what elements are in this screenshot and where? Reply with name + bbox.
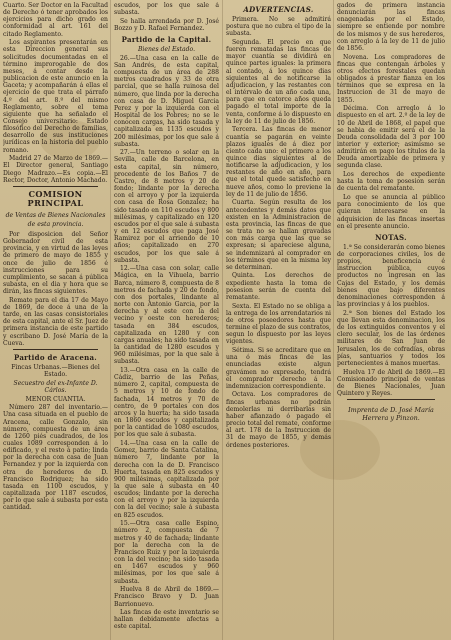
article-paragraph: Segunda. El precio en que fueren rematadas las fincas de mayor cuantía se dividirá en quince partes iguales: la primera al contado, á los quince dias siguientes al de notificarse la adjudicacion, y las restantes con el intérvalo de un año cada una, para que en catorce años queda pagado el total importe de la venta, conforme á lo dispuesto en la ley de 11 de julio de 1856. — [226, 38, 331, 125]
article-paragraph: Los derechos de expediente hasta la toma de posesion serán de cuenta del rematante. — [337, 171, 445, 193]
article-paragraph: Secuestro del ex-Infante D. Cárlos. — [13, 379, 98, 394]
article-paragraph: Tercera. Las fincas de menor cuantía se pagarán en veinte plazos iguales de á diez por ciento cada uno: el primero a los quince dias siguientes al de notificarse la adjudicacion, y los restantes de año en año, para que el total quede satisfecho en nueve años, como lo previene la ley de 11 de julio de 1856. — [226, 126, 331, 198]
column-divider — [222, 0, 223, 640]
article-paragraph: 2.ª Son bienes del Estado los que llevan esta denominacion, los de los extinguidos conventos y el clero secular, los de las órdenes militares de San Juan de Jerusalen, los de cofradías, obras pías, santuarios y todos los pertenecientes á manos muertas. — [337, 309, 445, 367]
column-divider — [333, 0, 334, 640]
article-paragraph: 13.—Otra casa en la calle de Cádiz, barrio de las Peñas, número 2, capital, compuesta de 5 metros y 10 de fondo de fachada, 14 metros y 70 de centro, de 9 portales con dos arcos y la huerta; ha sido tasada en 1860 escudos y capitalizada por la cantidad de 1080 escudos, por los que sale á subasta. — [114, 367, 219, 439]
separator-rule — [13, 349, 98, 350]
article-paragraph: MENOR CUANTIA. — [25, 395, 86, 403]
article-paragraph: Cuarta. Según resulta de los antecedentes y demás datos que existen en la Administracion de esta provincia, las fincas de que se trata no se hallan gravadas con más carga que las que se expresan; si apareciese alguna, se indemnizará al comprador en los términos que en la misma ley se determinan. — [226, 199, 331, 271]
article-paragraph: Primera. No se admitirá postura que no cubra el tipo de la subasta. — [226, 16, 331, 38]
section-heading: NOTAS. — [375, 232, 407, 242]
section-heading: Partido de Aracena. — [13, 352, 98, 362]
article-paragraph: Lo que se anuncia al público para conocimiento de los que quieran interesarse en la adquisicion de las fincas insertas en el presente anuncio. — [337, 194, 445, 230]
column-divider — [110, 0, 111, 640]
article-paragraph: Octava. Los compradores de fincas urbanas no podrán demolerlas ni derribarlas sin haber afianzado ó pagado el precio total del remate, conforme al art. 178 de la Instruccion de 31 de mayo de 1855, y demás órdenes posteriores. — [226, 391, 331, 449]
article-paragraph: 12.—Una casa con solar, calle Mágica, en la Vihuela, barrio Barca, número 8, compuesta de 8 metros de fachada y 20 de fondo, con dos portales, lindante al norte con Antonio Garcia, por la derecha y al este con la del vecino y oeste con herederos; tasada en 384 escudos, capitalizada en 1280 y con cargas anuales; ha sido tasada en la cantidad de 1280 escudos y 960 milésimas, por la que sale á subasta. — [114, 265, 219, 366]
article-paragraph: Huelva 8 de Abril de 1869.—Francisco Bravo y D. Juan Barrionuevo. — [114, 586, 219, 608]
section-heading: ADVERTENCIAS. — [243, 5, 314, 14]
article-paragraph: gados de primera instancia denunciarán las fincas enagenadas por el Estado, siempre se entiende por nombre de los mismos y de sus herederos, con arreglo á la ley de 11 de julio de 1856. — [337, 2, 445, 52]
separator-rule — [13, 186, 98, 187]
article-paragraph: 14.—Una casa en la calle de Gomez, barrio de Santa Catalina, número 7, lindante por la derecha con la de D. Francisco Huerta, tasada en 825 escudos y 900 milésimas, capitalizada por la que sale á subasta en 40 escudos; lindante por la derecha con el arroyo y por la izquierda con la del vecino; sale á subasta en 825 escudos. — [114, 440, 219, 519]
article-paragraph: Los aspirantes presentarán en esta Direccion general sus solicitudes documentadas en el término improrogable de dos meses, á contar desde la publicacion de este anuncio en la Gaceta; y acompañarán á ellas el ejercicio de que trata el párrafo 4.º del art. 8.º del mismo Reglamento, sobre el tema siguiente que ha señalado el Consejo universitario: Estado filosófico del Derecho de familias, desarrollo de sus instituciones jurídicas en la historia del pueblo romano. — [3, 39, 108, 154]
column-3 — [226, 2, 331, 637]
article-paragraph: Bienes del Estado. — [137, 46, 196, 54]
article-paragraph: 26.—Una casa en la calle de San Andrés, de esta capital, compuesta de un área de 288 metros cuadrados y 33 de otra parcial, que se halla ruinosa del número, que linda por la derecha con casa de D. Miguel Garcia Perez y por la izquierda con el Hospital de los Pobres; no se le conocen cargas, ha sido tasada y capitalizada en 1135 escudos y 200 milésimas, por los que sale á subasta. — [114, 54, 219, 148]
article-paragraph: escudos, por los que sale á subasta. — [114, 2, 219, 17]
article-paragraph: Sétima. Si se acreditare que en una ó más fincas de las enunciadas existe algun gravámen no expresado, tendrá el comprador derecho á la indemnizacion correspondiente. — [226, 347, 331, 390]
article-paragraph: Novena. Los compradores de fincas que contengan árboles y otros efectos forestales quedan obligados á prestar fianza en los términos que se expresa en la Instruccion de 31 de mayo de 1855. — [337, 53, 445, 104]
article-paragraph: Fincas Urbanas.—Bienes del Estado. — [11, 363, 100, 379]
article-paragraph: Remate para el dia 17 de Mayo de 1869, de doce á una de la tarde, en las casas consistoriales de esta capital, ante el Sr. Juez de primera instancia de este partido y escribano D. José María de la Cueva. — [3, 296, 108, 347]
article-paragraph: Número 287 del inventario.—Una casa situada en el pueblo de Aracena, calle Gonzalo, sin número, compuesta de un área de 1260 piés cuadrados, de los cuales 1089 corresponden á lo edificado, y el resto á patio; linda por la derecha con casa de Juan Fernandez y por la izquierda con otra de herederos de D. Francisco Rodriguez; ha sido tasada en 1100 escudos, y capitalizada por 1187 escudos, por lo que sale á subasta por esta cantidad. — [3, 404, 108, 512]
separator-rule — [347, 399, 435, 400]
article-paragraph: Cuarto. Ser Doctor en la Facultad de Derecho ó tener aprobados los ejercicios para dicho grado en conformidad al art. 161 del citado Reglamento. — [3, 2, 108, 38]
article-paragraph: 27.—Un terreno o solar en la Sevilla, calle de Barcelona, en esta capital, sin número, procedente de los Baños 7 de Castro, de 8 metros y 20 de fondo; lindante por la derecha con el arroyo y por la izquierda con casa de Rosa Gonzalez; ha sido tasado en 110 escudos y 800 milésimas, y capitalizado en 120 escudos por el que sale á subasta y en 12 escudos que paga José Ramirez por el arriendo de 10 años; capitalizado en 270 escudos, por los que sale á subasta. — [114, 149, 219, 264]
article-paragraph: 15.—Otra casa calle Espino, número 2, compuesta de 7 metros y 40 de fachada; lindante por la derecha con la de Francisco Ruiz y por la izquierda con la del vecino; ha sido tasada en 1467 escudos y 960 milésimas, por los que sale á subasta. — [114, 520, 219, 585]
section-heading: de Ventas de Bienes Nacionales de esta provincia. — [5, 211, 106, 228]
article-paragraph: Se halla arrendada por D. José Bozzo y D. Rafael Fernandez. — [114, 17, 219, 32]
column-2 — [114, 2, 219, 637]
article-paragraph: 1.ª Se considerarán como bienes de corporaciones civiles, los de propios, beneficencia é instruccion pública, cuyos productos no ingresan en las Cajas del Estado, y los demás bienes que bajo diferentes denominaciones corresponden á las provincias y á los pueblos. — [337, 243, 445, 309]
column-1 — [3, 2, 108, 637]
article-paragraph: Huelva 17 de Abril de 1869.—El Comisionado principal de ventas de Bienes Nacionales, Juan Quintero y Reyes. — [337, 368, 445, 397]
section-heading: COMISION PRINCIPAL — [27, 188, 84, 208]
article-paragraph: Las fincas de este inventario se hallan debidamente afectas a este capital. — [114, 609, 219, 631]
article-paragraph: Quinta. Los derechos de expediente hasta la toma de posesion serán de cuenta del rematante. — [226, 272, 331, 301]
article-paragraph: Por disposicion del Señor Gobernador civil de esta provincia, y en virtud de las leyes de primero de mayo de 1855 y once de julio de 1856 é instrucciones para su cumplimiento, se sacan á pública subasta, en el dia y hora que se dirán, las fincas siguientes. — [3, 230, 108, 296]
article-paragraph: Sexta. El Estado no se obliga a la entrega de los arrendatarios ni de otros poseedores hasta que termine el plazo de sus contratos, segun lo dispuesto por las leyes vigentes. — [226, 302, 331, 346]
column-4 — [337, 2, 445, 637]
article-paragraph: Décima. Con arreglo á lo dispuesto en el art. 2.º de la ley de 10 de Abril de 1868, el papel que se habia de emitir será el de la Deuda consolidada del 3 por 100 interior y exterior; asimismo se admitirán en pago los títulos de la Deuda amortizable de primera y segunda clase. — [337, 105, 445, 170]
section-heading: Partido de la Capital. — [121, 35, 212, 45]
article-paragraph: Madrid 27 de Marzo de 1869.—El Director general, Santiago Diego Madrazo.—Es copia.—El Rector, Doctor, Antonio Machado. — [3, 155, 108, 184]
imprint-footer: Imprenta de D. José María Herrera y Pinzon. — [348, 406, 434, 423]
